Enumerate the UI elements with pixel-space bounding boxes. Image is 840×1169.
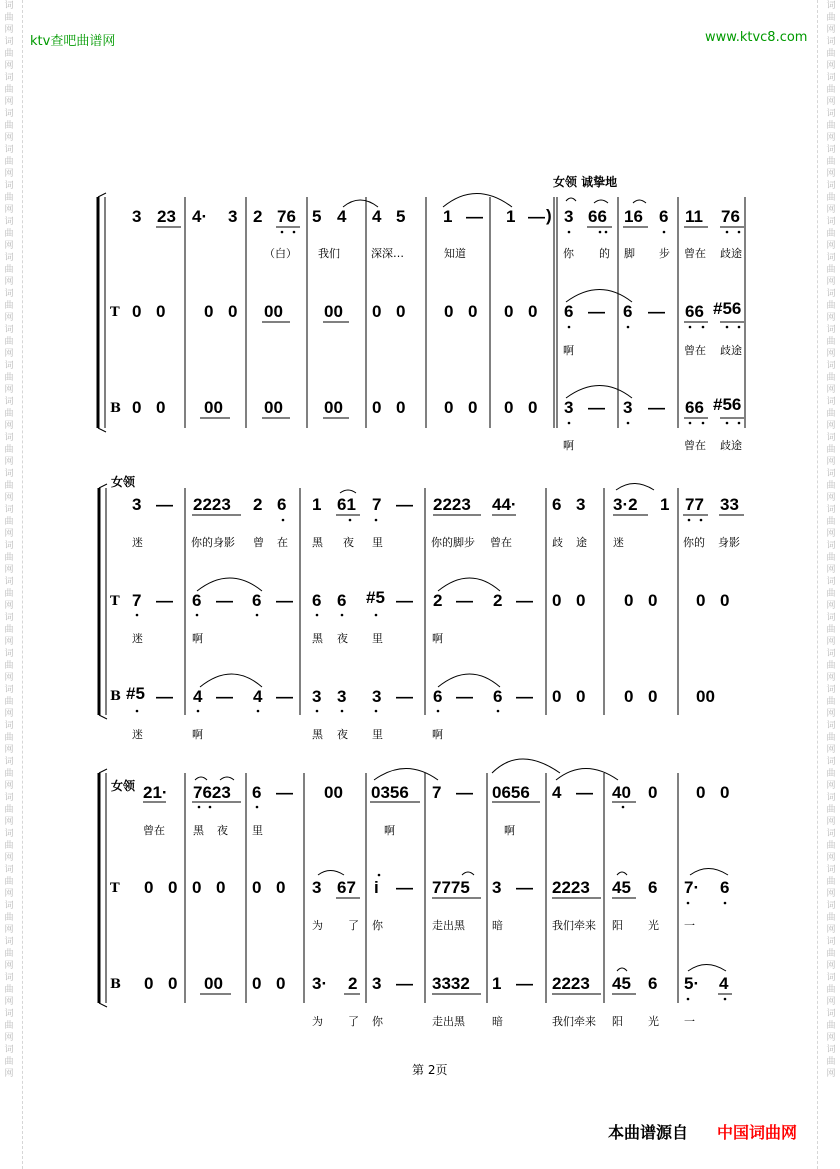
note: 0: [444, 302, 454, 321]
lyric: 迷: [132, 536, 143, 549]
note: 0: [132, 398, 142, 417]
note: 0: [276, 878, 286, 897]
lyric: 啊: [563, 439, 574, 452]
note: 4: [337, 207, 347, 226]
note: 45: [612, 878, 631, 897]
lyric: 了: [348, 1015, 359, 1028]
note: 2: [433, 591, 443, 610]
note: 2223: [552, 974, 590, 993]
note: 0: [528, 302, 538, 321]
note: 2223: [433, 495, 471, 514]
note: —: [576, 783, 593, 802]
lyric: 为: [312, 1015, 323, 1028]
lyric: 啊: [563, 344, 574, 357]
note: 3: [132, 495, 142, 514]
bass-label: B: [110, 401, 121, 416]
note: 0356: [371, 783, 409, 802]
note: 4: [552, 783, 562, 802]
note: 76: [721, 207, 740, 226]
note: 33: [720, 495, 739, 514]
note: 6: [659, 207, 669, 226]
lyric: 歧途: [720, 344, 742, 357]
note: 5·: [684, 974, 700, 993]
lyric: 啊: [432, 728, 443, 741]
note: 0: [528, 398, 538, 417]
lyric: 夜: [337, 632, 348, 645]
lyric: 你的: [683, 536, 705, 549]
solo-label: 女领: [111, 779, 136, 793]
note: 0: [156, 398, 166, 417]
note: 3: [228, 207, 238, 226]
note: —: [516, 974, 533, 993]
lyric: 的: [599, 247, 610, 260]
lyric: 啊: [192, 728, 203, 741]
note: 0: [720, 783, 730, 802]
lyric: 里: [372, 632, 383, 645]
lyric: 光: [648, 919, 659, 932]
lyric: 啊: [504, 824, 515, 837]
lyric: 走出黑: [432, 919, 465, 932]
lyric: 了: [348, 919, 359, 932]
note: 1: [443, 207, 453, 226]
note: 0: [132, 302, 142, 321]
note: 0: [624, 687, 634, 706]
note: #5: [126, 684, 145, 703]
lyric: 曾在: [143, 824, 165, 837]
lyric: 知道: [444, 247, 466, 260]
note: 00: [204, 398, 223, 417]
note: —: [396, 687, 413, 706]
note: 23: [157, 207, 176, 226]
note: 0: [648, 591, 658, 610]
lyric: （白）: [264, 247, 297, 260]
note: 0: [648, 783, 658, 802]
note: —: [156, 591, 173, 610]
note: 00: [696, 687, 715, 706]
lyric: 歧途: [720, 439, 742, 452]
lyric: 脚: [624, 247, 635, 260]
lyric: 里: [252, 824, 263, 837]
lyric: 一: [684, 1015, 695, 1028]
note: 6: [623, 302, 633, 321]
note: 3: [623, 398, 633, 417]
lyric: 歧途: [720, 247, 742, 260]
note: 0: [552, 591, 562, 610]
note: 0: [252, 878, 262, 897]
tenor-label: T: [110, 305, 120, 320]
lyric: 在: [277, 536, 288, 549]
lyric: 里: [372, 728, 383, 741]
note: 0: [624, 591, 634, 610]
lyric: 我们: [318, 247, 340, 260]
note: 3332: [432, 974, 470, 993]
lyric: 你: [372, 919, 383, 932]
note: 5: [312, 207, 322, 226]
note: 1: [506, 207, 516, 226]
lyric: 夜: [337, 728, 348, 741]
lyric: 啊: [192, 632, 203, 645]
note: 2: [493, 591, 503, 610]
note: 3: [564, 398, 574, 417]
lyric: 迷: [613, 536, 624, 549]
note: 0: [168, 974, 178, 993]
note: —: [516, 878, 533, 897]
note: 4: [253, 687, 263, 706]
page-number: 第 2页: [412, 1063, 448, 1077]
lyric: 一: [684, 919, 695, 932]
note: 4·: [192, 207, 208, 226]
note: —: [456, 687, 473, 706]
lyric: 暗: [492, 1015, 503, 1028]
lyric: 里: [372, 536, 383, 549]
note: 6: [192, 591, 202, 610]
note: —: [648, 302, 665, 321]
lyric: 黑: [193, 824, 204, 837]
note: 0: [552, 687, 562, 706]
note: 0: [468, 302, 478, 321]
note: —: [216, 591, 233, 610]
note: #56: [713, 395, 742, 414]
note: 3: [337, 687, 347, 706]
bass-label: B: [110, 977, 121, 992]
lyric: 黑: [312, 632, 323, 645]
note: —: [516, 687, 533, 706]
note: 6: [433, 687, 443, 706]
side-watermark-left: 词曲网词曲网词曲网词曲网词曲网词曲网词曲网词曲网词曲网词曲网词曲网词曲网词曲网词曲网词曲网词曲网词曲网词曲网词曲网词曲网词曲网词曲网词曲网词曲网词曲网词曲网词曲网词曲网词曲网词曲网: [4, 1, 14, 1079]
note: 00: [264, 302, 283, 321]
note: —: [156, 687, 173, 706]
tenor-label: T: [110, 594, 120, 609]
note: 0: [396, 302, 406, 321]
note: 66: [685, 398, 704, 417]
note: —: [466, 207, 483, 226]
note: 3: [372, 687, 382, 706]
note: 0: [216, 878, 226, 897]
note: —: [396, 878, 413, 897]
note: —: [588, 302, 605, 321]
note: —: [516, 591, 533, 610]
note: —: [648, 398, 665, 417]
note: 44·: [492, 495, 517, 514]
note: 3: [372, 974, 382, 993]
note: 4: [372, 207, 382, 226]
note: —: [156, 495, 173, 514]
note: 0: [276, 974, 286, 993]
note: 3: [132, 207, 142, 226]
note: —: [528, 207, 545, 226]
note: 11: [685, 207, 703, 226]
note: 3: [492, 878, 502, 897]
note: 0: [204, 302, 214, 321]
site-header-left[interactable]: ktv查吧曲谱网: [30, 34, 116, 49]
lyric: 啊: [432, 632, 443, 645]
note: 0: [372, 302, 382, 321]
note: 3: [576, 495, 586, 514]
lyric: 迷: [132, 632, 143, 645]
lyric: 歧: [552, 536, 563, 549]
note: 2: [348, 974, 358, 993]
note: 0: [504, 398, 514, 417]
note: 0: [144, 878, 154, 897]
lyric: 黑: [312, 728, 323, 741]
note: 00: [264, 398, 283, 417]
note: 00: [324, 302, 343, 321]
lyric: 光: [648, 1015, 659, 1028]
note: 00: [324, 783, 343, 802]
lyric: 走出黑: [432, 1015, 465, 1028]
lyric: 身影: [718, 536, 740, 549]
note: #56: [713, 299, 742, 318]
note: 0656: [492, 783, 530, 802]
note: 61: [337, 495, 356, 514]
lyric: 暗: [492, 919, 503, 932]
note: 7·: [684, 878, 700, 897]
note: —: [588, 398, 605, 417]
note: —: [216, 687, 233, 706]
note: 7775: [432, 878, 470, 897]
note: 7: [132, 591, 142, 610]
note: 6: [252, 783, 262, 802]
note: 6: [252, 591, 262, 610]
note: 0: [252, 974, 262, 993]
lyric: 步: [659, 247, 670, 260]
note: —: [396, 495, 413, 514]
note: 6: [564, 302, 574, 321]
note: 0: [228, 302, 238, 321]
note: 6: [648, 974, 658, 993]
expression-marking: 女领 诚挚地: [553, 175, 618, 189]
side-watermark-right: 词曲网词曲网词曲网词曲网词曲网词曲网词曲网词曲网词曲网词曲网词曲网词曲网词曲网词曲网词曲网词曲网词曲网词曲网词曲网词曲网词曲网词曲网词曲网词曲网词曲网词曲网词曲网词曲网词曲网词曲网: [826, 1, 836, 1079]
note: 77: [685, 495, 704, 514]
note: 3: [564, 207, 574, 226]
note: 0: [444, 398, 454, 417]
note: 7623: [193, 783, 231, 802]
lyric: 阳: [612, 919, 623, 932]
note: 6: [552, 495, 562, 514]
note: 3: [312, 687, 322, 706]
note: 6: [648, 878, 658, 897]
note: 0: [192, 878, 202, 897]
note: 21·: [143, 783, 168, 802]
note: 67: [337, 878, 356, 897]
note: 2223: [193, 495, 231, 514]
note: 5: [396, 207, 406, 226]
note: 3·: [312, 974, 328, 993]
lyric: 黑: [312, 536, 323, 549]
note: 66: [685, 302, 704, 321]
lyric: 我们牵来: [552, 919, 596, 932]
note: 3·2: [613, 495, 638, 514]
note: 1: [312, 495, 322, 514]
note: 4: [193, 687, 203, 706]
note: ): [546, 206, 552, 225]
note: #5: [366, 588, 385, 607]
note: 0: [504, 302, 514, 321]
note: 3: [312, 878, 322, 897]
lyric: 阳: [612, 1015, 623, 1028]
lyric: 你: [563, 247, 574, 260]
lyric: 深深…: [371, 247, 404, 260]
lyric: 途: [576, 536, 587, 549]
note: 0: [168, 878, 178, 897]
note: —: [276, 783, 293, 802]
note: 0: [372, 398, 382, 417]
lyric: 为: [312, 919, 323, 932]
note: 0: [144, 974, 154, 993]
lyric: 我们牵来: [552, 1015, 596, 1028]
lyric: 你的脚步: [431, 536, 475, 549]
note: 7: [372, 495, 382, 514]
note: 7: [432, 783, 442, 802]
note: 1: [492, 974, 502, 993]
note: 0: [576, 591, 586, 610]
note: 0: [468, 398, 478, 417]
note: 0: [156, 302, 166, 321]
note: 00: [204, 974, 223, 993]
note: 6: [720, 878, 730, 897]
lyric: 曾: [253, 536, 264, 549]
note: —: [276, 687, 293, 706]
note: 76: [277, 207, 296, 226]
site-header-url[interactable]: www.ktvc8.com: [705, 30, 808, 45]
note: —: [396, 591, 413, 610]
lyric: 迷: [132, 728, 143, 741]
note: 6: [312, 591, 322, 610]
lyric: 曾在: [684, 344, 706, 357]
bass-label: B: [110, 689, 121, 704]
note: 0: [720, 591, 730, 610]
lyric: 曾在: [684, 439, 706, 452]
note: 66: [588, 207, 607, 226]
note: 0: [396, 398, 406, 417]
lyric: 夜: [343, 536, 354, 549]
note: 2: [253, 207, 263, 226]
note: 0: [696, 783, 706, 802]
lyric: 曾在: [684, 247, 706, 260]
lyric: 曾在: [490, 536, 512, 549]
note: i: [374, 878, 379, 897]
note: 6: [277, 495, 287, 514]
note: 1: [660, 495, 670, 514]
tenor-label: T: [110, 881, 120, 896]
lyric: 夜: [217, 824, 228, 837]
solo-label: 女领: [111, 475, 136, 489]
lyric: 啊: [384, 824, 395, 837]
note: —: [396, 974, 413, 993]
note: —: [276, 591, 293, 610]
note: 0: [648, 687, 658, 706]
lyric: 你的身影: [191, 536, 235, 549]
note: 4: [719, 974, 729, 993]
note: 45: [612, 974, 631, 993]
note: 0: [696, 591, 706, 610]
footer-source-label: 本曲谱源自: [608, 1123, 689, 1142]
note: 40: [612, 783, 631, 802]
note: 2: [253, 495, 263, 514]
lyric: 你: [372, 1015, 383, 1028]
note: 16: [624, 207, 643, 226]
note: 2223: [552, 878, 590, 897]
note: 6: [337, 591, 347, 610]
note: —: [456, 591, 473, 610]
note: —: [456, 783, 473, 802]
footer-site-link[interactable]: 中国词曲网: [717, 1123, 798, 1142]
note: 6: [493, 687, 503, 706]
note: 0: [576, 687, 586, 706]
note: 00: [324, 398, 343, 417]
